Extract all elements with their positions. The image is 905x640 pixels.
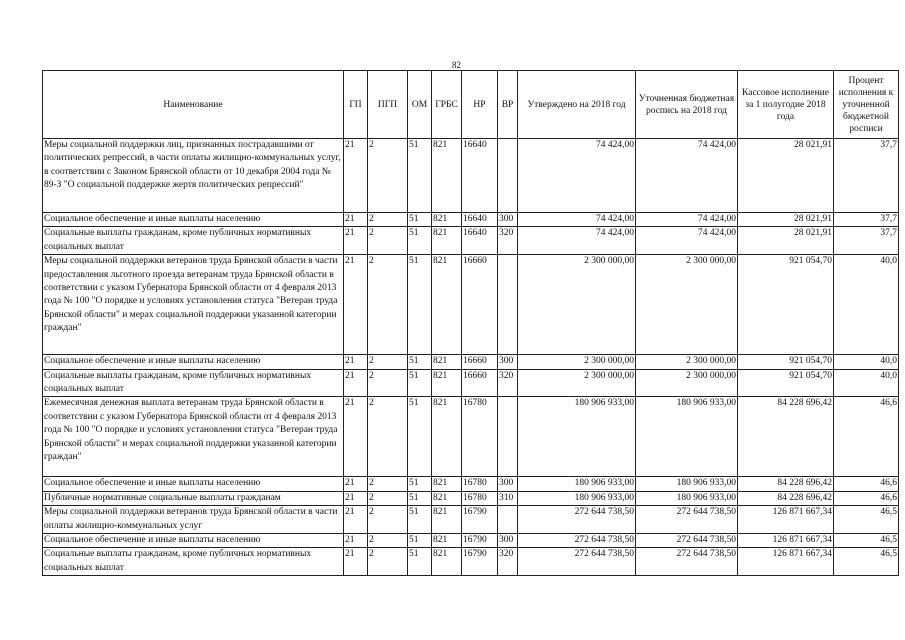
cell-np: 16640 [462,139,498,213]
cell-vr [498,139,518,213]
cell-percent: 37,7 [834,139,899,213]
cell-pgp: 2 [368,477,408,491]
cell-name: Социальное обеспечение и иные выплаты населению [43,477,344,491]
cell-refined: 180 906 933,00 [636,397,738,477]
cell-percent: 46,5 [834,534,899,548]
cell-pgp: 2 [368,506,408,534]
cell-name: Социальное обеспечение и иные выплаты населению [43,213,344,227]
cell-cash: 84 228 696,42 [738,491,834,505]
cell-vr: 320 [498,548,518,576]
table-row [43,548,899,576]
cell-approved: 2 300 000,00 [518,355,636,369]
cell-grbs: 821 [432,255,462,355]
cell-percent: 37,7 [834,227,899,255]
table-row [43,355,899,369]
header-percent: Процент исполнения к уточненной бюджетной росписи [834,71,899,139]
table-row [43,255,899,355]
cell-gp: 21 [344,213,368,227]
cell-refined: 74 424,00 [636,227,738,255]
cell-np: 16660 [462,355,498,369]
cell-grbs: 821 [432,477,462,491]
cell-grbs: 821 [432,534,462,548]
cell-np: 16790 [462,506,498,534]
cell-gp: 21 [344,139,368,213]
cell-gp: 21 [344,477,368,491]
cell-np: 16640 [462,227,498,255]
cell-cash: 84 228 696,42 [738,477,834,491]
cell-name: Меры социальной поддержки лиц, признанных пострадавшими от политических репрессий, в части оплаты жилищно-коммунальных услуг, в соответствии с Законом Брянской области от 10 декабря 2004 года № 89-З "О социальной поддержке жертв политических репрессий" [43,139,344,213]
cell-vr: 300 [498,213,518,227]
cell-vr: 320 [498,227,518,255]
header-gp: ГП [344,71,368,139]
cell-cash: 28 021,91 [738,213,834,227]
cell-om: 51 [408,213,432,227]
header-refined: Уточненная бюджетная роспись на 2018 год [636,71,738,139]
cell-refined: 2 300 000,00 [636,369,738,397]
cell-percent: 40,0 [834,369,899,397]
cell-pgp: 2 [368,534,408,548]
table-row [43,139,899,213]
cell-cash: 84 228 696,42 [738,397,834,477]
cell-pgp: 2 [368,491,408,505]
cell-om: 51 [408,548,432,576]
table-row [43,506,899,534]
cell-percent: 46,5 [834,506,899,534]
cell-vr [498,255,518,355]
cell-grbs: 821 [432,397,462,477]
header-pgp: ПГП [368,71,408,139]
cell-pgp: 2 [368,548,408,576]
cell-name: Социальное обеспечение и иные выплаты населению [43,534,344,548]
cell-approved: 272 644 738,50 [518,534,636,548]
cell-om: 51 [408,534,432,548]
cell-cash: 126 871 667,34 [738,548,834,576]
cell-percent: 40,0 [834,255,899,355]
cell-percent: 37,7 [834,213,899,227]
cell-percent: 40,0 [834,355,899,369]
table-row [43,477,899,491]
cell-om: 51 [408,397,432,477]
cell-gp: 21 [344,534,368,548]
cell-grbs: 821 [432,355,462,369]
cell-om: 51 [408,355,432,369]
header-grbs: ГРБС [432,71,462,139]
cell-percent: 46,6 [834,477,899,491]
cell-percent: 46,6 [834,397,899,477]
cell-om: 51 [408,477,432,491]
cell-cash: 921 054,70 [738,355,834,369]
header-name: Наименование [43,71,344,139]
header-np: НР [462,71,498,139]
cell-cash: 921 054,70 [738,255,834,355]
cell-pgp: 2 [368,355,408,369]
cell-name: Социальные выплаты гражданам, кроме публичных нормативных социальных выплат [43,227,344,255]
cell-np: 16660 [462,255,498,355]
cell-gp: 21 [344,506,368,534]
table-row [43,397,899,477]
cell-np: 16660 [462,369,498,397]
cell-refined: 180 906 933,00 [636,477,738,491]
cell-gp: 21 [344,227,368,255]
cell-vr [498,506,518,534]
cell-name: Социальные выплаты гражданам, кроме публичных нормативных социальных выплат [43,548,344,576]
cell-cash: 28 021,91 [738,227,834,255]
cell-grbs: 821 [432,139,462,213]
cell-gp: 21 [344,369,368,397]
header-approved: Утверждено на 2018 год [518,71,636,139]
table-row [43,227,899,255]
cell-gp: 21 [344,255,368,355]
cell-refined: 2 300 000,00 [636,355,738,369]
cell-approved: 2 300 000,00 [518,255,636,355]
cell-vr: 320 [498,369,518,397]
cell-np: 16780 [462,397,498,477]
cell-refined: 2 300 000,00 [636,255,738,355]
cell-name: Меры социальной поддержки ветеранов труда Брянской области в части оплаты жилищно-коммунальных услуг [43,506,344,534]
page-number: 82 [452,60,461,70]
cell-approved: 74 424,00 [518,139,636,213]
cell-cash: 126 871 667,34 [738,534,834,548]
cell-grbs: 821 [432,369,462,397]
cell-vr: 310 [498,491,518,505]
cell-refined: 272 644 738,50 [636,506,738,534]
header-om: ОМ [408,71,432,139]
cell-pgp: 2 [368,255,408,355]
cell-grbs: 821 [432,227,462,255]
cell-om: 51 [408,227,432,255]
cell-gp: 21 [344,548,368,576]
cell-grbs: 821 [432,548,462,576]
cell-approved: 180 906 933,00 [518,397,636,477]
cell-percent: 46,5 [834,548,899,576]
cell-approved: 180 906 933,00 [518,477,636,491]
cell-percent: 46,6 [834,491,899,505]
cell-pgp: 2 [368,397,408,477]
table-row [43,369,899,397]
cell-gp: 21 [344,491,368,505]
cell-approved: 2 300 000,00 [518,369,636,397]
cell-om: 51 [408,139,432,213]
cell-np: 16640 [462,213,498,227]
table-row [43,491,899,505]
cell-pgp: 2 [368,369,408,397]
cell-gp: 21 [344,355,368,369]
cell-refined: 272 644 738,50 [636,548,738,576]
cell-om: 51 [408,369,432,397]
table-header-row [43,71,899,139]
cell-refined: 74 424,00 [636,213,738,227]
cell-grbs: 821 [432,213,462,227]
cell-np: 16780 [462,491,498,505]
cell-approved: 74 424,00 [518,227,636,255]
cell-np: 16780 [462,477,498,491]
table-row [43,213,899,227]
cell-gp: 21 [344,397,368,477]
cell-approved: 272 644 738,50 [518,506,636,534]
cell-vr: 300 [498,477,518,491]
cell-np: 16790 [462,534,498,548]
header-cash: Кассовое исполнение за 1 полугодие 2018 года [738,71,834,139]
table-body [43,139,899,576]
cell-name: Публичные нормативные социальные выплаты гражданам [43,491,344,505]
cell-refined: 74 424,00 [636,139,738,213]
cell-vr: 300 [498,355,518,369]
cell-refined: 272 644 738,50 [636,534,738,548]
cell-approved: 180 906 933,00 [518,491,636,505]
cell-approved: 272 644 738,50 [518,548,636,576]
cell-cash: 28 021,91 [738,139,834,213]
cell-om: 51 [408,491,432,505]
cell-pgp: 2 [368,139,408,213]
cell-approved: 74 424,00 [518,213,636,227]
cell-om: 51 [408,506,432,534]
cell-cash: 921 054,70 [738,369,834,397]
cell-grbs: 821 [432,506,462,534]
cell-pgp: 2 [368,227,408,255]
table-row [43,534,899,548]
cell-refined: 180 906 933,00 [636,491,738,505]
cell-vr: 300 [498,534,518,548]
cell-name: Меры социальной поддержки ветеранов труда Брянской области в части предоставления льготного проезда ветеранам труда Брянской области в соответствии с указом Губернатора Брянской области от 4 февраля 2013 года № 100 "О порядке и условиях установления статуса "Ветеран труда Брянской области" и мерах социальной поддержки указанной категории граждан" [43,255,344,355]
header-vr: ВР [498,71,518,139]
cell-pgp: 2 [368,213,408,227]
cell-grbs: 821 [432,491,462,505]
cell-np: 16790 [462,548,498,576]
cell-cash: 126 871 667,34 [738,506,834,534]
cell-name: Социальные выплаты гражданам, кроме публичных нормативных социальных выплат [43,369,344,397]
cell-vr [498,397,518,477]
cell-name: Ежемесячная денежная выплата ветеранам труда Брянской области в соответствии с указом Губернатора Брянской области от 4 февраля 2013 года № 100 "О порядке и условиях установления статуса "Ветеран труда Брянской области" и мерах социальной поддержки указанной категории граждан" [43,397,344,477]
cell-om: 51 [408,255,432,355]
cell-name: Социальное обеспечение и иные выплаты населению [43,355,344,369]
budget-table [42,70,899,576]
